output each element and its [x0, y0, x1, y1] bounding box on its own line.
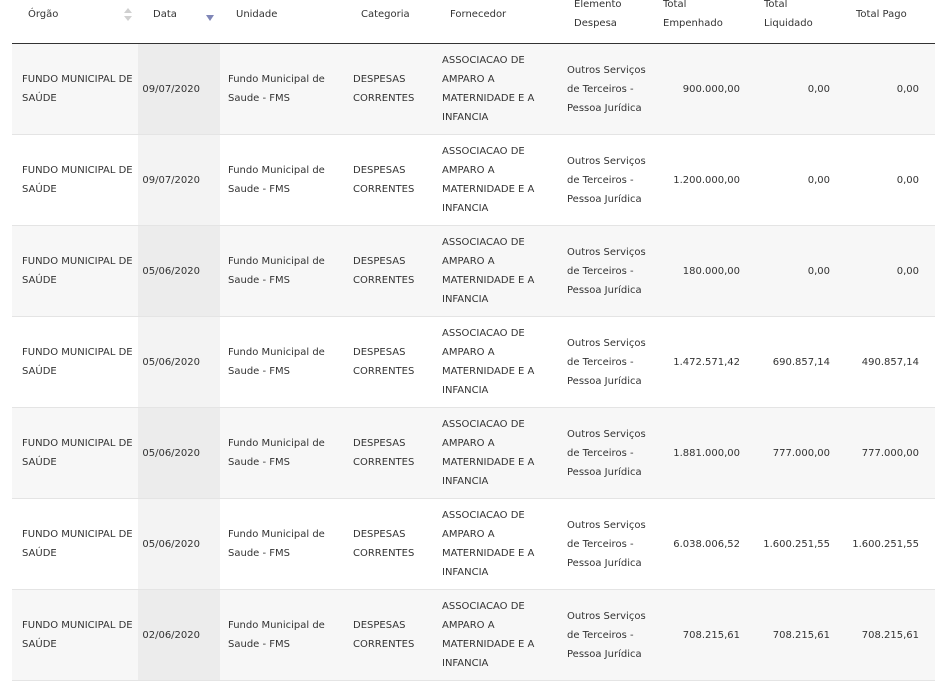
cell-total-empenhado: [655, 317, 740, 407]
cell-unidade-text: Fundo Municipal de Saude - FMS: [228, 620, 325, 650]
cell-total-pago-text: 490.857,14: [861, 356, 919, 368]
cell-total-pago: [835, 44, 919, 134]
cell-unidade-text: Fundo Municipal de Saude - FMS: [228, 529, 325, 559]
cell-fornecedor-text: ASSOCIACAO DE AMPARO A MATERNIDADE E A INFANCIA: [442, 55, 535, 123]
cell-total-pago: [835, 135, 919, 225]
cell-total-empenhado: [655, 590, 740, 680]
cell-total-pago-text: 777.000,00: [861, 447, 919, 459]
cell-orgao-text: FUNDO MUNICIPAL DE SAÚDE: [22, 620, 133, 650]
cell-total-liquidado-text: 1.600.251,55: [763, 538, 830, 550]
cell-fornecedor: [442, 499, 552, 589]
cell-total-pago-text: 0,00: [896, 83, 919, 95]
cell-orgao: [22, 408, 137, 498]
column-header-total-empenhado[interactable]: [663, 0, 723, 33]
column-header-unidade[interactable]: Unidade: [236, 9, 278, 20]
cell-data: [138, 317, 220, 407]
cell-categoria: [353, 590, 433, 680]
cell-data-text: 05/06/2020: [142, 538, 200, 550]
cell-total-liquidado: [745, 499, 830, 589]
cell-total-liquidado-text: 0,00: [807, 265, 830, 277]
cell-fornecedor-text: ASSOCIACAO DE AMPARO A MATERNIDADE E A INFANCIA: [442, 146, 535, 214]
cell-total-liquidado: [745, 44, 830, 134]
table-row[interactable]: [12, 317, 935, 408]
cell-data: [138, 44, 220, 134]
table-header: [0, 0, 935, 44]
cell-unidade-text: Fundo Municipal de Saude - FMS: [228, 256, 325, 286]
cell-total-pago-text: 0,00: [896, 174, 919, 186]
column-header-categoria[interactable]: Categoria: [361, 9, 410, 20]
cell-fornecedor: [442, 317, 552, 407]
cell-elemento-text: Outros Serviços de Terceiros - Pessoa Jurídica: [567, 337, 646, 387]
cell-total-empenhado-text: 1.472.571,42: [673, 356, 740, 368]
cell-total-empenhado-text: 180.000,00: [682, 265, 740, 277]
cell-elemento-text: Outros Serviços de Terceiros - Pessoa Jurídica: [567, 246, 646, 296]
cell-elemento: [567, 226, 655, 316]
cell-elemento-text: Outros Serviços de Terceiros - Pessoa Jurídica: [567, 610, 646, 660]
table-row[interactable]: [12, 590, 935, 681]
cell-total-empenhado: [655, 408, 740, 498]
column-header-elemento-line2: Despesa: [574, 18, 617, 29]
table-row[interactable]: [12, 226, 935, 317]
cell-unidade: [228, 226, 338, 316]
column-header-data[interactable]: Data: [153, 9, 177, 20]
cell-categoria-text: DESPESAS CORRENTES: [353, 620, 415, 650]
cell-elemento: [567, 135, 655, 225]
cell-categoria: [353, 408, 433, 498]
cell-fornecedor: [442, 590, 552, 680]
sort-descending-icon[interactable]: [206, 15, 214, 21]
cell-total-empenhado-text: 1.200.000,00: [673, 174, 740, 186]
cell-total-liquidado-text: 708.215,61: [772, 629, 830, 641]
cell-data: [138, 135, 220, 225]
cell-elemento: [567, 499, 655, 589]
column-header-liquidado-line1: Total: [764, 0, 788, 10]
cell-elemento: [567, 590, 655, 680]
cell-categoria: [353, 135, 433, 225]
cell-unidade: [228, 499, 338, 589]
cell-data-text: 05/06/2020: [142, 356, 200, 368]
cell-total-liquidado-text: 690.857,14: [772, 356, 830, 368]
cell-fornecedor-text: ASSOCIACAO DE AMPARO A MATERNIDADE E A INFANCIA: [442, 419, 535, 487]
cell-data: [138, 408, 220, 498]
cell-orgao-text: FUNDO MUNICIPAL DE SAÚDE: [22, 438, 133, 468]
sort-unsorted-icon[interactable]: [124, 8, 132, 22]
cell-total-pago: [835, 226, 919, 316]
cell-fornecedor: [442, 408, 552, 498]
cell-total-pago: [835, 590, 919, 680]
cell-data: [138, 499, 220, 589]
cell-categoria: [353, 499, 433, 589]
table-row[interactable]: [12, 44, 935, 135]
cell-unidade-text: Fundo Municipal de Saude - FMS: [228, 438, 325, 468]
cell-total-liquidado-text: 0,00: [807, 83, 830, 95]
column-header-liquidado-line2: Liquidado: [764, 18, 813, 29]
cell-fornecedor-text: ASSOCIACAO DE AMPARO A MATERNIDADE E A INFANCIA: [442, 601, 535, 669]
cell-unidade: [228, 135, 338, 225]
cell-unidade: [228, 44, 338, 134]
cell-categoria-text: DESPESAS CORRENTES: [353, 529, 415, 559]
cell-orgao-text: FUNDO MUNICIPAL DE SAÚDE: [22, 529, 133, 559]
cell-total-pago-text: 0,00: [896, 265, 919, 277]
cell-total-empenhado-text: 900.000,00: [682, 83, 740, 95]
cell-orgao: [22, 226, 137, 316]
cell-orgao-text: FUNDO MUNICIPAL DE SAÚDE: [22, 256, 133, 286]
cell-categoria: [353, 44, 433, 134]
cell-total-liquidado: [745, 317, 830, 407]
cell-total-pago: [835, 499, 919, 589]
cell-data: [138, 590, 220, 680]
cell-elemento: [567, 317, 655, 407]
cell-data-text: 09/07/2020: [142, 174, 200, 186]
table-body: [12, 44, 935, 681]
cell-total-liquidado-text: 777.000,00: [772, 447, 830, 459]
table-row[interactable]: [12, 135, 935, 226]
cell-unidade-text: Fundo Municipal de Saude - FMS: [228, 74, 325, 104]
cell-total-empenhado: [655, 499, 740, 589]
cell-fornecedor-text: ASSOCIACAO DE AMPARO A MATERNIDADE E A INFANCIA: [442, 237, 535, 305]
cell-orgao: [22, 317, 137, 407]
cell-orgao: [22, 499, 137, 589]
cell-data-text: 05/06/2020: [142, 447, 200, 459]
column-header-total-pago[interactable]: Total Pago: [856, 9, 907, 20]
cell-elemento: [567, 44, 655, 134]
cell-elemento-text: Outros Serviços de Terceiros - Pessoa Jurídica: [567, 519, 646, 569]
cell-total-empenhado: [655, 135, 740, 225]
column-header-elemento[interactable]: [574, 0, 622, 33]
cell-unidade-text: Fundo Municipal de Saude - FMS: [228, 165, 325, 195]
cell-categoria: [353, 317, 433, 407]
cell-data-text: 09/07/2020: [142, 83, 200, 95]
cell-elemento-text: Outros Serviços de Terceiros - Pessoa Jurídica: [567, 155, 646, 205]
column-header-total-liquidado[interactable]: [764, 0, 813, 33]
cell-total-pago-text: 1.600.251,55: [852, 538, 919, 550]
cell-orgao: [22, 135, 137, 225]
column-header-elemento-line1: Elemento: [574, 0, 622, 10]
cell-total-empenhado: [655, 44, 740, 134]
cell-unidade: [228, 408, 338, 498]
cell-unidade: [228, 590, 338, 680]
cell-categoria-text: DESPESAS CORRENTES: [353, 165, 415, 195]
cell-fornecedor: [442, 226, 552, 316]
cell-total-liquidado: [745, 408, 830, 498]
cell-categoria-text: DESPESAS CORRENTES: [353, 347, 415, 377]
cell-data-text: 05/06/2020: [142, 265, 200, 277]
cell-total-liquidado: [745, 590, 830, 680]
cell-fornecedor-text: ASSOCIACAO DE AMPARO A MATERNIDADE E A INFANCIA: [442, 510, 535, 578]
cell-data: [138, 226, 220, 316]
cell-categoria-text: DESPESAS CORRENTES: [353, 256, 415, 286]
cell-total-pago-text: 708.215,61: [861, 629, 919, 641]
cell-fornecedor: [442, 44, 552, 134]
cell-total-liquidado: [745, 135, 830, 225]
cell-categoria: [353, 226, 433, 316]
cell-orgao-text: FUNDO MUNICIPAL DE SAÚDE: [22, 74, 133, 104]
cell-fornecedor-text: ASSOCIACAO DE AMPARO A MATERNIDADE E A INFANCIA: [442, 328, 535, 396]
cell-total-empenhado-text: 1.881.000,00: [673, 447, 740, 459]
cell-orgao-text: FUNDO MUNICIPAL DE SAÚDE: [22, 347, 133, 377]
cell-categoria-text: DESPESAS CORRENTES: [353, 74, 415, 104]
cell-total-liquidado-text: 0,00: [807, 174, 830, 186]
column-header-fornecedor[interactable]: Fornecedor: [450, 9, 507, 20]
cell-total-empenhado: [655, 226, 740, 316]
cell-unidade-text: Fundo Municipal de Saude - FMS: [228, 347, 325, 377]
cell-orgao: [22, 44, 137, 134]
cell-orgao-text: FUNDO MUNICIPAL DE SAÚDE: [22, 165, 133, 195]
cell-elemento: [567, 408, 655, 498]
cell-orgao: [22, 590, 137, 680]
cell-total-liquidado: [745, 226, 830, 316]
column-header-empenhado-line1: Total: [663, 0, 687, 10]
cell-categoria-text: DESPESAS CORRENTES: [353, 438, 415, 468]
cell-elemento-text: Outros Serviços de Terceiros - Pessoa Jurídica: [567, 428, 646, 478]
table-row[interactable]: [12, 408, 935, 499]
table-row[interactable]: [12, 499, 935, 590]
cell-total-pago: [835, 408, 919, 498]
cell-elemento-text: Outros Serviços de Terceiros - Pessoa Jurídica: [567, 64, 646, 114]
cell-total-pago: [835, 317, 919, 407]
cell-unidade: [228, 317, 338, 407]
cell-fornecedor: [442, 135, 552, 225]
column-header-empenhado-line2: Empenhado: [663, 18, 723, 29]
column-header-orgao[interactable]: Órgão: [28, 9, 59, 20]
cell-total-empenhado-text: 6.038.006,52: [673, 538, 740, 550]
cell-data-text: 02/06/2020: [142, 629, 200, 641]
cell-total-empenhado-text: 708.215,61: [682, 629, 740, 641]
